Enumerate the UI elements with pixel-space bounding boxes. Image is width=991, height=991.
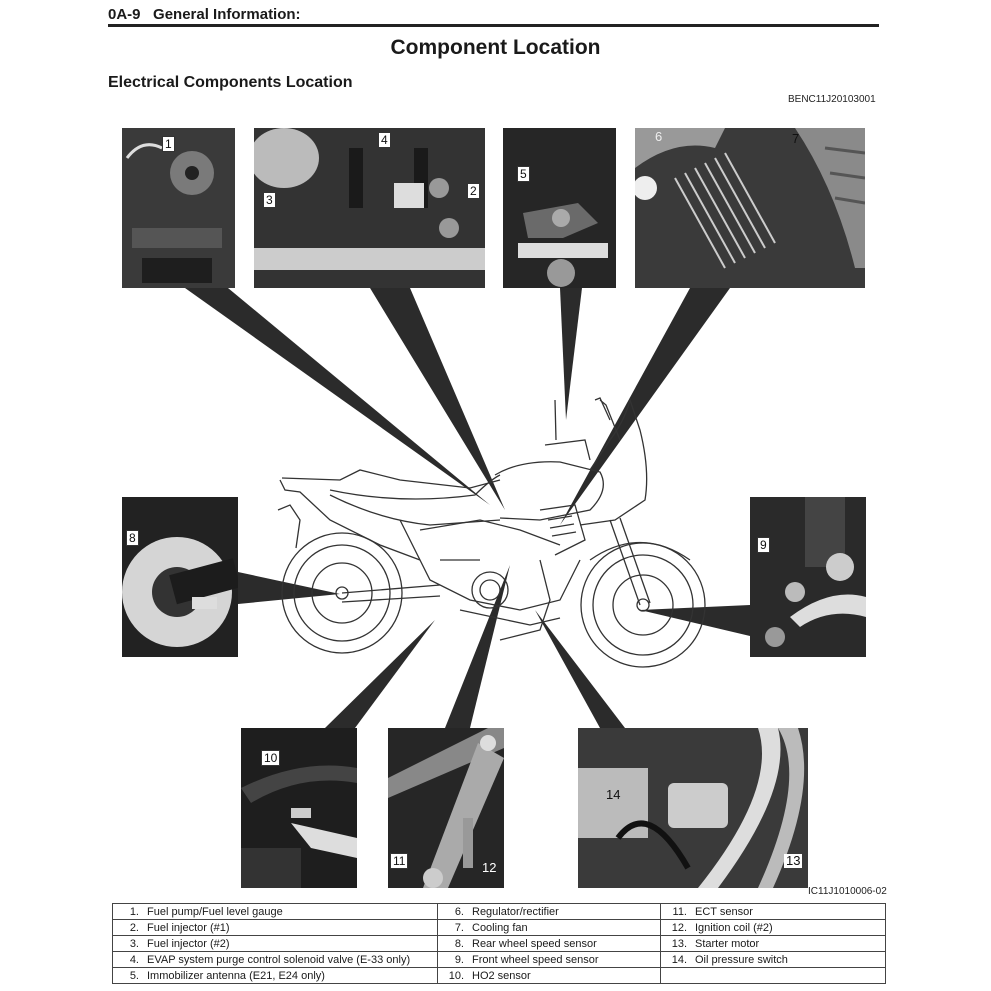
legend-row <box>113 904 886 920</box>
page-header <box>108 6 301 23</box>
legend-cell: 12. Ignition coil (#2) <box>661 920 886 936</box>
callout-5: 5 <box>517 166 530 182</box>
callout-4: 4 <box>378 132 391 148</box>
legend-cell: 13. Starter motor <box>661 936 886 952</box>
legend-cell: 9. Front wheel speed sensor <box>438 952 661 968</box>
callout-2: 2 <box>467 183 480 199</box>
photo-regulator-fan <box>635 128 865 288</box>
callout-10: 10 <box>261 750 280 766</box>
legend-cell <box>661 968 886 984</box>
legend-row <box>113 936 886 952</box>
legend-row <box>113 920 886 936</box>
leader-wedges <box>185 288 750 728</box>
callout-11: 11 <box>390 853 408 869</box>
photo-fuel-pump <box>122 128 235 288</box>
legend-cell: 3. Fuel injector (#2) <box>113 936 438 952</box>
legend-cell: 14. Oil pressure switch <box>661 952 886 968</box>
callout-6: 6 <box>655 129 663 144</box>
photo-ect-ignition-coil <box>388 728 504 888</box>
legend-cell: 11. ECT sensor <box>661 904 886 920</box>
photo-fuel-injectors <box>254 128 485 288</box>
legend-cell: 8. Rear wheel speed sensor <box>438 936 661 952</box>
photo-rear-wheel-sensor <box>122 497 238 657</box>
photo-ho2-sensor <box>241 728 357 888</box>
callout-9: 9 <box>757 537 770 553</box>
legend-row <box>113 952 886 968</box>
legend-cell: 6. Regulator/rectifier <box>438 904 661 920</box>
callout-7: 7 <box>792 131 800 146</box>
legend-cell: 7. Cooling fan <box>438 920 661 936</box>
figure-code-top: BENC11J20103001 <box>788 94 876 105</box>
callout-12: 12 <box>482 860 497 875</box>
photo-starter-oil-switch <box>578 728 808 888</box>
callout-14: 14 <box>606 787 621 802</box>
legend-cell: 5. Immobilizer antenna (E21, E24 only) <box>113 968 438 984</box>
legend-cell: 4. EVAP system purge control solenoid valve (E-33 only) <box>113 952 438 968</box>
legend-cell: 1. Fuel pump/Fuel level gauge <box>113 904 438 920</box>
page-ref: 0A-9 <box>108 6 141 23</box>
component-legend-table <box>112 903 886 984</box>
legend-cell: 2. Fuel injector (#1) <box>113 920 438 936</box>
motorcycle-drawing <box>278 398 705 667</box>
header-rule <box>108 24 879 27</box>
section-name: General Information: <box>153 6 301 23</box>
legend-cell: 10. HO2 sensor <box>438 968 661 984</box>
callout-1: 1 <box>162 136 175 152</box>
legend-row <box>113 968 886 984</box>
callout-8: 8 <box>126 530 139 546</box>
figure-code-bottom: IC11J1010006-02 <box>808 886 887 897</box>
photo-immobilizer-antenna <box>503 128 616 288</box>
callout-13: 13 <box>786 853 801 868</box>
page-title: Component Location <box>390 36 601 59</box>
callout-3: 3 <box>263 192 276 208</box>
photo-front-wheel-sensor <box>750 497 866 657</box>
section-subtitle: Electrical Components Location <box>108 74 353 91</box>
